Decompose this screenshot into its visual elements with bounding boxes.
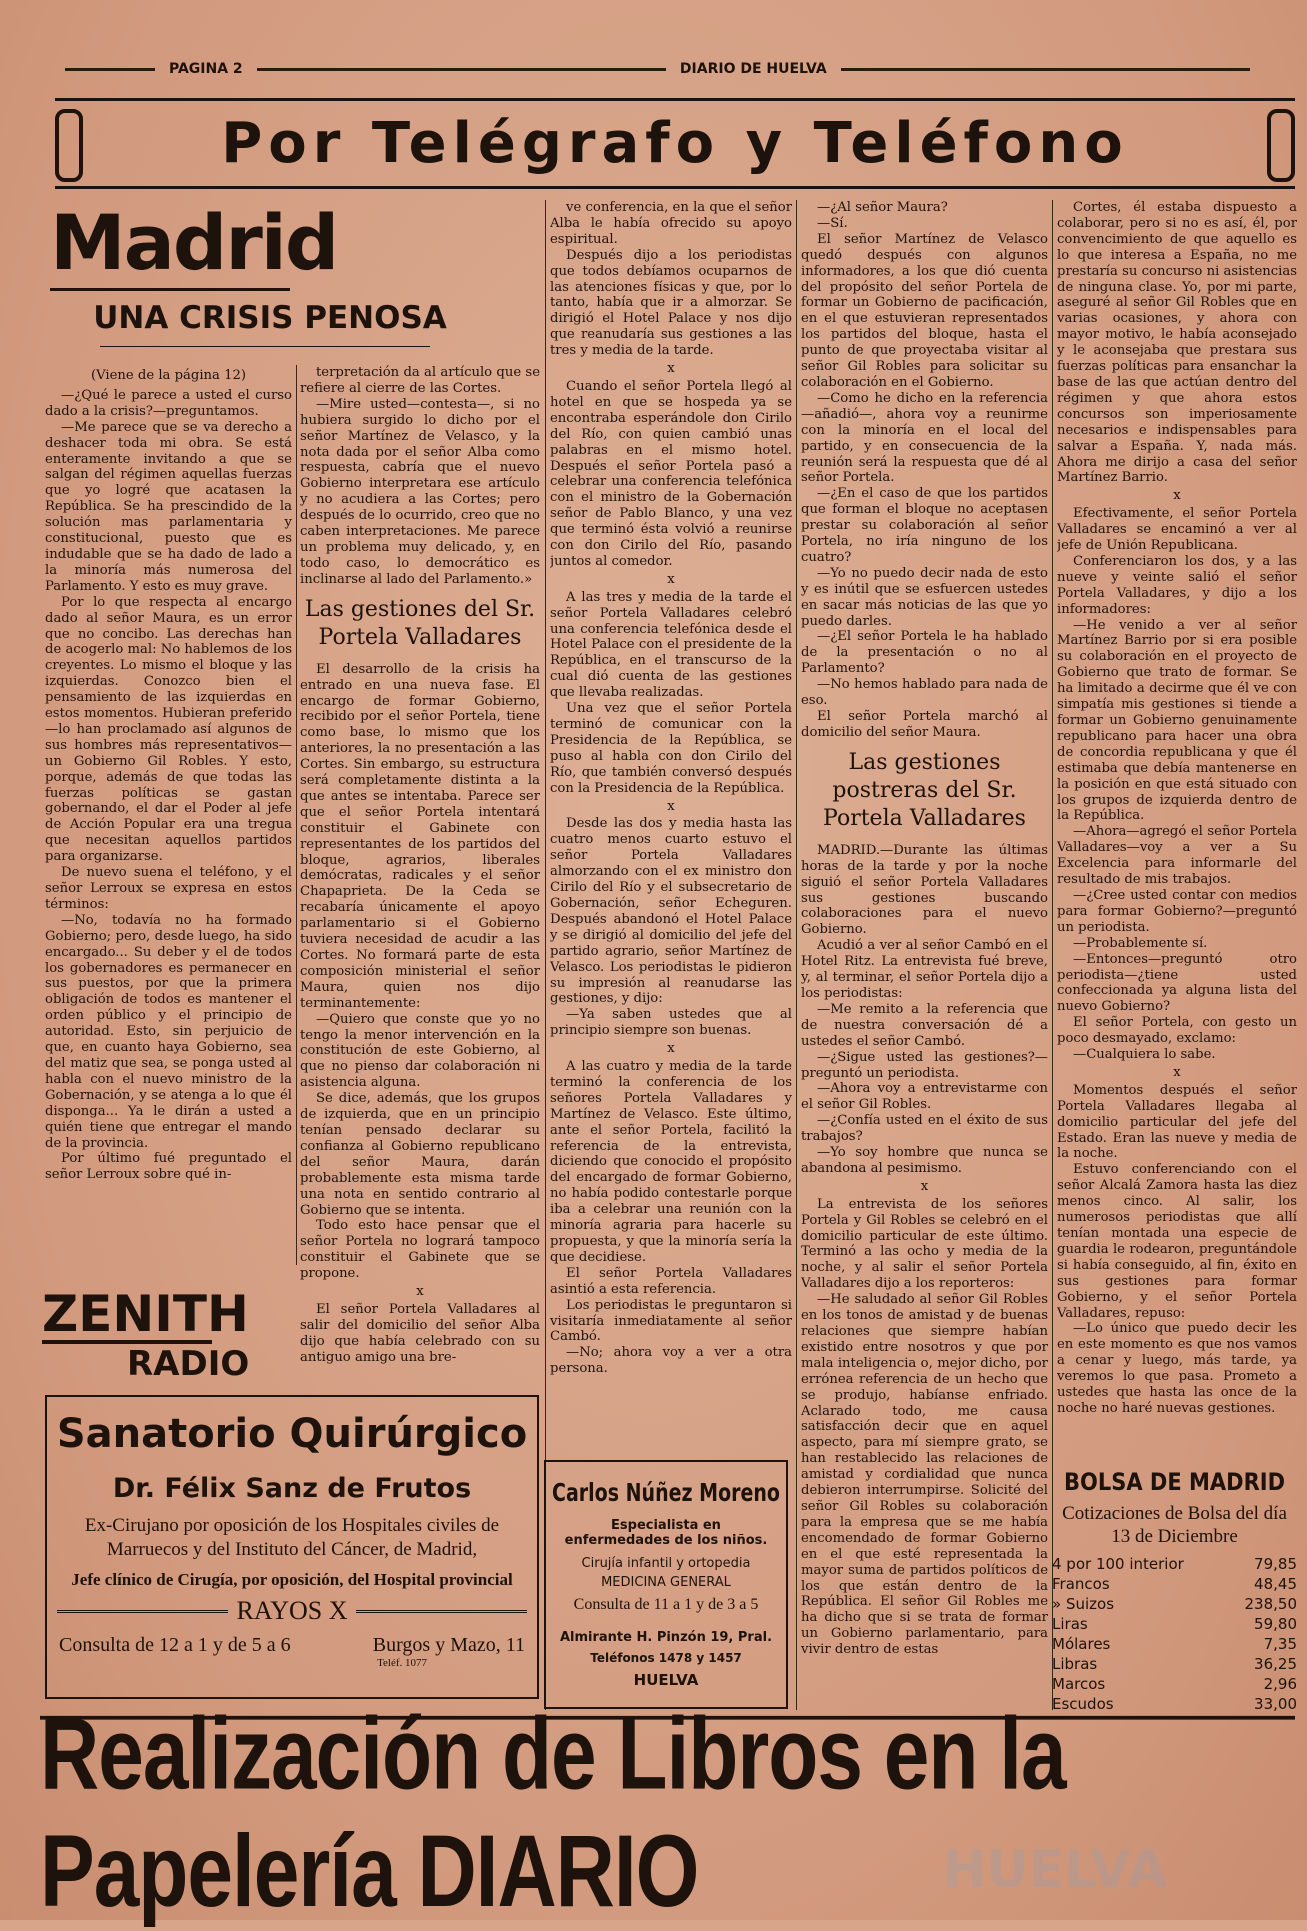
- paragraph: Por último fué preguntado el señor Lerroux sobre qué in-: [45, 1151, 292, 1183]
- paragraph: —Quiero que conste que yo no tengo la menor intervención en la constitución de este Gobierno, al que no pienso dar colaboración ni asistencia alguna.: [300, 1011, 540, 1091]
- paragraph: Desde las dos y media hasta las cuatro menos cuarto estuvo el señor Portela Valladares almorzando con el ex ministro don Cirilo del Río y el subsecretario de Gobernación, señor Echeguren. Después abandonó el Hotel Palace y se dirigió al domicilio del jefe del partido agrario, señor Martínez de Velasco. Los periodistas le pidieron su impresión al reanudarse las gestiones, y dijo:: [550, 816, 792, 1007]
- paragraph: Acudió a ver al señor Cambó en el Hotel Ritz. La entrevista fué breve, y, al terminar, el señor Portela dijo a los periodistas:: [801, 938, 1048, 1001]
- doctor-name: Dr. Félix Sanz de Frutos: [112, 1473, 472, 1504]
- column-3: [550, 200, 792, 1445]
- library-stamp: HUELVA: [942, 1840, 1168, 1900]
- quote-row: » Suizos 238,50: [1052, 1595, 1297, 1613]
- paragraph: —Yo no puedo decir nada de esto y es inútil que se esfuercen ustedes en sacar más noticias de las que yo puedo darles.: [801, 565, 1048, 629]
- banner-title: Por Telégrafo y Teléfono: [221, 111, 1129, 176]
- zenith-brand: ZENITH: [42, 1285, 249, 1343]
- separator: x: [667, 361, 675, 377]
- sanatorio-address: Burgos y Mazo, 11: [372, 1634, 525, 1656]
- paragraph: —No hemos hablado para nada de eso.: [801, 677, 1048, 709]
- sanatorio-ad: [45, 1395, 539, 1699]
- paragraph: Momentos después el señor Portela Valladares llegaba al domicilio particular del jefe del Estado. Eran las nueve y media de la noche.: [1057, 1082, 1297, 1162]
- paragraph: —¿Sigue usted las gestiones?—preguntó un periodista.: [801, 1049, 1048, 1081]
- paragraph: Cuando el señor Portela llegó al hotel en que se hospeda ya se encontraba esperándole don Cirilo del Río, con quien cambió unas palabras en el mismo hotel. Después el señor Portela pasó a celebrar una conferencia telefónica con el ministro de la Gobernación señor de Pablo Blanco, y una vez que terminó ésta volvió a reunirse con don Cirilo del Río, pasando juntos al comedor.: [550, 378, 792, 569]
- paragraph: A las tres y media de la tarde el señor Portela Valladares celebró una conferencia telefónica desde el Hotel Palace con el presidente de la República, en el transcurso de la cual dió cuenta de las gestiones que llevaba realizadas.: [550, 589, 792, 701]
- carlos-name: Carlos Núñez Moreno: [552, 1478, 780, 1508]
- zenith-ad: [42, 1285, 262, 1384]
- column-divider: [796, 200, 797, 1710]
- rayos-x: RAYOS X: [236, 1596, 348, 1625]
- separator: x: [920, 1178, 929, 1194]
- paragraph: —¿En el caso de que los partidos que forman el bloque no aceptasen prestar su colaboración al señor Portela, no iría ninguno de los cuatro?: [801, 486, 1048, 565]
- paragraph: —Como he dicho en la referencia—añadió—, ahora voy a reunirme con la minoría en el local del partido, y en consecuencia de la reunión será la respuesta que dé al señor Portela.: [801, 390, 1048, 486]
- sanatorio-phone: Teléf. 1077: [377, 1657, 427, 1669]
- paragraph: terpretación da al artículo que se refiere al cierre de las Cortes.: [300, 365, 540, 396]
- separator: x: [1173, 488, 1181, 504]
- paragraph: —Lo único que puedo decir les en este momento es que nos vamos a cenar y luego, más tarde, ya veremos lo que pasa. Prometo a ustedes que hasta las once de la noche no haré nuevas gestiones.: [1057, 1321, 1297, 1416]
- paragraph: —Ahora voy a entrevistarme con el señor Gil Robles.: [801, 1081, 1048, 1113]
- footer-ad: Realización de Libros en la Papelería DIARIO: [40, 1716, 1295, 1907]
- heading-rule: [50, 288, 290, 291]
- paragraph: Todo esto hace pensar que el señor Portela no logrará tampoco constituir el Gabinete que se propone.: [300, 1218, 540, 1282]
- column-1: [45, 368, 292, 1268]
- paragraph: —¿El señor Portela le ha hablado de la presentación o no al Parlamento?: [801, 629, 1048, 677]
- paragraph: Los periodistas le preguntaron si visitaría inmediatamente al señor Cambó.: [550, 1297, 792, 1345]
- subheading: Las gestiones postreras del Sr. Portela Valladares: [823, 749, 1026, 831]
- paragraph: —Sí.: [817, 215, 848, 231]
- carlos-address: Almirante H. Pinzón 19, Pral.: [559, 1630, 773, 1645]
- section-banner: [55, 98, 1295, 189]
- consulta-hours: Consulta de 12 a 1 y de 5 a 6: [59, 1634, 291, 1656]
- paragraph: —Yo soy hombre que nunca se abandona al pesimismo.: [801, 1145, 1048, 1176]
- paragraph: Efectivamente, el señor Portela Valladares se encaminó a ver al jefe de Unión Republicana.: [1057, 506, 1297, 554]
- paragraph: El señor Martínez de Velasco quedó después con algunos informadores, a los que dió cuenta del propósito del señor Portela de formar un Gobierno de pacificación, en el que estuvieran representados los partidos del bloque, hasta el punto de que proyectaba visitar al señor Gil Robles para solicitar su colaboración en el Gobierno.: [801, 231, 1048, 390]
- paper-name: DIARIO DE HUELVA: [679, 61, 827, 77]
- paragraph: —Entonces—preguntó otro periodista—¿tiene usted confeccionada ya alguna lista del nuevo Gobierno?: [1057, 951, 1297, 1015]
- paragraph: —¿Confía usted en el éxito de sus trabajos?: [801, 1113, 1048, 1145]
- quote-row: Libras 36,25: [1052, 1655, 1297, 1673]
- bolsa-title: BOLSA DE MADRID: [1063, 1468, 1285, 1496]
- paragraph: El señor Portela Valladares al salir del domicilio del señor Alba dijo que había celebrado con su antiguo amigo una bre-: [300, 1301, 540, 1365]
- paragraph: ve conferencia, en la que el señor Alba le había ofrecido su apoyo espiritual.: [550, 200, 792, 247]
- column-4: [801, 200, 1048, 1710]
- carlos-spec: Especialista en enfermedades de los niños.: [564, 1518, 768, 1548]
- paragraph: —¿Al señor Maura?: [817, 200, 948, 215]
- paragraph: La entrevista de los señores Portela y Gil Robles se celebró en el domicilio particular de este último. Terminó a las ocho y media de la noche, y al salir el señor Portela Valladares dijo a los reporteros:: [801, 1196, 1048, 1292]
- paragraph: —Mire usted—contesta—, si no hubiera surgido lo dicho por el señor Martínez de Velasco, y la nota dada por el señor Alba como respuesta, cabría que el nuevo Gobierno interpretara ese artículo y no acudiera a las Cortes; pero después de lo ocurrido, creo que no caben interpretaciones. Me parece un problema muy delicado, y, en todo caso, lo democrático es inclinarse al lado del Parlamento.»: [300, 396, 540, 587]
- paragraph: —Me remito a la referencia que de nuestra conversación dé a ustedes el señor Cambó.: [801, 1001, 1048, 1049]
- zenith-sub: RADIO: [127, 1344, 250, 1384]
- quote-row: Liras 59,80: [1052, 1615, 1297, 1633]
- paragraph: —No; ahora voy a ver a otra persona.: [550, 1345, 792, 1377]
- carlos-city: HUELVA: [633, 1671, 699, 1689]
- paragraph: El señor Portela, con gesto un poco desmayado, exclamo:: [1057, 1015, 1297, 1047]
- paragraph: Conferenciaron los dos, y a las nueve y veinte salió el señor Portela Valladares, y dijo a los informadores:: [1057, 553, 1297, 617]
- madrid-heading: Madrid: [50, 198, 338, 287]
- paragraph: —Ahora—agregó el señor Portela Valladares—voy a ver a Su Excelencia para informarle del resultado de mis trabajos.: [1057, 824, 1297, 888]
- carlos-phones: Teléfonos 1478 y 1457: [590, 1651, 742, 1665]
- bolsa-sub: Cotizaciones de Bolsa del día 13 de Diciembre: [1062, 1503, 1287, 1547]
- column-5: [1057, 200, 1297, 1465]
- paragraph: El señor Portela marchó al domicilio del señor Maura.: [801, 709, 1048, 740]
- crisis-heading: UNA CRISIS PENOSA: [93, 300, 447, 336]
- carlos-ad: [544, 1460, 788, 1709]
- paragraph: MADRID.—Durante las últimas horas de la tarde y por la noche siguió el señor Portela Valladares sus gestiones buscando colaboraciones para el nuevo Gobierno.: [801, 842, 1048, 938]
- paragraph: —Me parece que se va derecho a deshacer toda mi obra. Se está enteramente invitando a que se salgan del régimen aquellas fuerzas que yo logré que acatasen la República. Se ha prescindido de la solución mas parlamentaria y constitucional, puesto que es indudable que se ha dado de lado a la minoría más numerosa del Parlamento. Y esto es muy grave.: [45, 419, 292, 594]
- paragraph: Estuvo conferenciando con el señor Alcalá Zamora hasta las diez menos cinco. Al salir, los numerosos periodistas que allí tenían montada una especie de guardia le rodearon, preguntándole si había conseguido, al fin, éxito en sus gestiones para formar Gobierno, y el señor Portela Valladares, repuso:: [1057, 1162, 1297, 1321]
- paragraph: —Probablemente sí.: [1073, 935, 1208, 951]
- paragraph: Una vez que el señor Portela terminó de comunicar con la Presidencia de la República, se puso al habla con don Cirilo del Río, que también conversó después con la Presidencia de la República.: [550, 701, 792, 796]
- separator: x: [416, 1284, 424, 1300]
- quote-row: Escudos 33,00: [1052, 1695, 1297, 1713]
- column-2: [300, 365, 540, 1385]
- sanatorio-title: Sanatorio Quirúrgico: [56, 1411, 528, 1457]
- paragraph: —¿Qué le parece a usted el curso dado a la crisis?—preguntamos.: [45, 387, 292, 419]
- quote-row: Marcos 2,96: [1052, 1675, 1297, 1693]
- crisis-rule: [100, 346, 430, 347]
- paragraph: Después dijo a los periodistas que todos debíamos ocuparnos de las atenciones físicas y que, por lo tanto, había que ir a almorzar. Se dirigió el Hotel Palace y nos dijo que reanudaría sus gestiones a las tres y media de la tarde.: [550, 247, 792, 359]
- separator: x: [667, 571, 675, 587]
- carlos-consulta: Consulta de 11 a 1 y de 3 a 5: [573, 1596, 759, 1613]
- paragraph: A las cuatro y media de la tarde terminó la conferencia de los señores Portela Valladares y Martínez de Velasco. Este último, ante el señor Portela, facilitó la referencia de la entrevista, diciendo que conocido el propósito del encargado de formar Gobierno, no había podido contestarle porque iba a celebrar una reunión con la minoría agraria para hacerle su propuesta, y que la minoría sería la que decidiese.: [550, 1059, 792, 1265]
- ornament-left: [55, 109, 83, 182]
- paragraph: —No, todavía no ha formado Gobierno; pero, desde luego, ha sido encargado... Su deber y el de todos los gobernadores es permanecer en sus puestos, por que la primera obligación de todos es mantener el orden público y el principio de autoridad. Esto, sin perjuicio de que, en cuanto haya Gobierno, sea del matiz que sea, se ponga usted al habla con el nuevo ministro de la Gobernación, y se atenga a lo que él disponga... Ya le dirán a usted a quién tiene que entregar el mando de la provincia.: [45, 912, 292, 1151]
- carlos-med: MEDICINA GENERAL: [601, 1575, 731, 1590]
- column-divider: [296, 365, 297, 1265]
- carlos-cir: Cirujía infantil y ortopedia: [581, 1556, 751, 1571]
- paragraph: Por lo que respecta al encargo dado al señor Maura, es un error que no concibo. Las derechas han de acogerlo mal: No hablemos de los creyentes. Lo mismo el bloque y las izquierdas. Conozco bien el pensamiento de las izquierdas en estos momentos. Hubieran preferido—lo han proclamado así algunos de sus hombres más representativos—un Gobierno Gil Robles. Y esto, porque, además de que todas las fuerzas políticas se gastan gobernando, el dar el Poder al jefe de Acción Popular era una tregua que necesitan aquellos partidos para organizarse.: [45, 594, 292, 865]
- quote-row: Mólares 7,35: [1052, 1635, 1297, 1653]
- doctor-position: Jefe clínico de Cirugía, por oposición, del Hospital provincial: [71, 1570, 513, 1589]
- page-header: [65, 55, 1250, 83]
- doctor-desc: Ex-Cirujano por oposición de los Hospitales civiles de Marruecos y del Instituto del Cáncer, de Madrid,: [84, 1515, 500, 1560]
- ornament-right: [1267, 109, 1295, 182]
- subheading: Las gestiones del Sr. Portela Valladares: [304, 596, 536, 650]
- separator: x: [667, 1041, 675, 1057]
- separator: x: [667, 798, 675, 814]
- separator: x: [1173, 1064, 1181, 1080]
- paragraph: —He venido a ver al señor Martínez Barrio por si era posible su colaboración en el proyecto de Gobierno que trato de formar. Se ha limitado a decirme que él ve con simpatía mis gestiones si tiende a formar un Gobierno genuinamente republicano para hacer una obra de concordia republicana y que él estimaba que debía mantenerse en la posición en que está situado con los grupos de izquierda dentro de la República.: [1057, 617, 1297, 824]
- paragraph: Cortes, él estaba dispuesto a colaborar, pero si no es así, él, por convencimiento de que aquello es lo que interesa a España, no me prestaría su concurso ni asistencias de ninguna clase. Yo, por mi parte, aseguré al señor Gil Robles que en varias ocasiones, y ahora con mayor motivo, le había aconsejado y le aconsejaba que prestara sus fuerzas políticas para ensanchar la base de las que actúan dentro del régimen y que ahora estos concursos son imperiosamente necesarios e indispensables para salvar a España. Y, nada más. Ahora me dirijo a casa del señor Martínez Barrio.: [1057, 200, 1297, 486]
- paragraph: El señor Portela Valladares asintió a esta referencia.: [550, 1265, 792, 1297]
- paragraph: De nuevo suena el teléfono, y el señor Lerroux se expresa en estos términos:: [45, 865, 292, 912]
- continuation-note: (Viene de la página 12): [90, 368, 247, 383]
- quote-row: 4 por 100 interior 79,85: [1052, 1555, 1297, 1573]
- paragraph: —Cualquiera lo sabe.: [1073, 1047, 1216, 1063]
- paragraph: —¿Cree usted contar con medios para formar Gobierno?—preguntó un periodista.: [1057, 887, 1297, 935]
- stock-exchange: [1052, 1470, 1297, 1714]
- paragraph: El desarrollo de la crisis ha entrado en una nueva fase. El encargo de formar Gobierno, recibido por el señor Portela, tiene como base, lo mismo que los anteriores, la no presentación a las Cortes. Sin embargo, su estructura será completamente distinta a la que antes se intentaba. Parece ser que el señor Portela intentará constituir el Gabinete con representantes de los partidos del bloque, agrarios, liberales demócratas, radicales y el señor Chapaprieta. De la Ceda se recabaría únicamente el apoyo parlamentario si el Gobierno tuviera necesidad de acudir a las Cortes. No formará parte de esta composición ministerial el señor Maura, quien nos dijo terminantemente:: [300, 661, 540, 1011]
- paragraph: Se dice, además, que los grupos de izquierda, que en un principio tenían pensado declarar su confianza al Gobierno republicano del señor Maura, darán probablemente esta misma tarde una nota en sentido contrario al Gobierno que se intenta.: [300, 1091, 540, 1218]
- paragraph: —He saludado al señor Gil Robles en los tonos de amistad y de buenas relaciones que siempre habían existido entre nosotros y que por mala inteligencia o, mejor dicho, por errónea referencia de un hecho que se produjo, habíanse enfriado. Aclarado todo, me causa satisfacción decir que en aquel aspecto, para mí siempre grato, se han restablecido las relaciones de amistad y cordialidad que nunca debieron interrumpirse. Solicité del señor Gil Robles su colaboración para la empresa que se me había encomendado de formar Gobierno en el que esté representada la mayor suma de partidos políticos de los que están dentro de la República. El señor Gil Robles me ha dicho que si se trata de formar un Gobierno parlamentario, para vivir dentro de estas: [801, 1292, 1048, 1658]
- quote-row: Francos 48,45: [1052, 1575, 1297, 1593]
- page-number: PAGINA 2: [169, 61, 243, 77]
- paragraph: —Ya saben ustedes que al principio siempre son buenas.: [550, 1007, 792, 1039]
